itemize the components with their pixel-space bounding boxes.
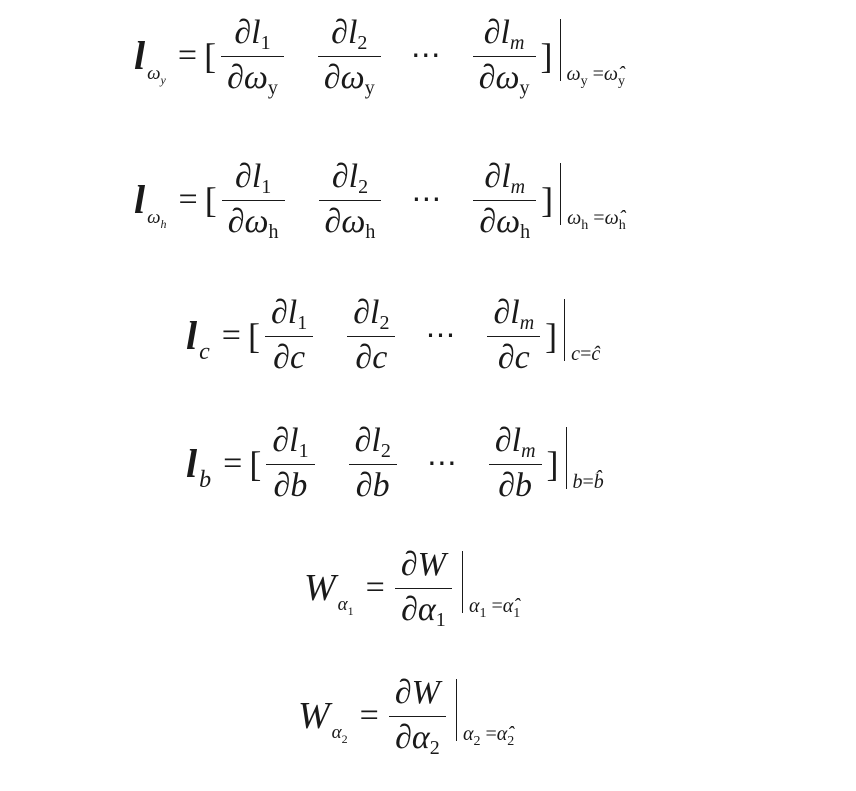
lhs-subscript: b xyxy=(199,466,212,493)
fraction-dl1: $\frac{\partial l1}{\partial c}$ xyxy=(265,296,313,375)
fraction-dl1: $\frac{\partial l1}{\partial\omega h}$ xyxy=(222,160,285,239)
fraction-dl1: $\frac{\partial l1}{\partial\omega y}$ xyxy=(221,16,284,95)
evaluation-point: b=b̂ xyxy=(572,470,604,493)
equals-sign: = xyxy=(221,316,241,354)
evaluation-point: c=ĉ xyxy=(571,342,601,365)
equals-sign: = xyxy=(177,36,198,74)
fraction-dl2: $\frac{\partial l2}{\partial\omega y}$ xyxy=(318,16,381,95)
close-bracket: ] xyxy=(545,315,558,356)
lhs-subscript: $\omega_h$ xyxy=(147,206,167,231)
lhs xyxy=(304,566,354,618)
equation-l-omega-y xyxy=(134,14,626,99)
evaluation-point: $\omega_h$ $=\omegâ_h$ xyxy=(567,206,626,233)
lhs xyxy=(134,32,166,87)
equation-w-alpha2 xyxy=(298,674,515,759)
equation-l-c xyxy=(186,296,600,375)
evaluation-point: $\alpha_2$ $=\alphâ_2$ xyxy=(462,722,515,749)
fraction-dw-dalpha1: $\frac{\partial W}{\partial\alpha 1}$ xyxy=(395,548,452,627)
equals-sign: = xyxy=(359,696,379,734)
close-bracket: ] xyxy=(546,443,559,484)
fraction-dlm: $\frac{\partial lm}{\partial c}$ xyxy=(487,296,540,375)
evaluation-bar xyxy=(462,551,463,613)
equation-w-alpha1 xyxy=(304,546,521,631)
fraction-dl1: $\frac{\partial l1}{\partial b}$ xyxy=(266,424,314,503)
lhs xyxy=(186,440,212,493)
close-bracket: ] xyxy=(540,35,553,76)
open-bracket: [ xyxy=(247,315,260,356)
lhs-subscript: $\omega_y$ xyxy=(147,62,166,87)
equals-sign: = xyxy=(365,568,385,606)
close-bracket: ] xyxy=(541,179,554,220)
equals-sign: = xyxy=(223,444,243,482)
lhs-symbol: W xyxy=(304,566,336,609)
equation-l-omega-h xyxy=(134,158,626,243)
lhs-symbol: l xyxy=(134,32,146,78)
lhs-symbol: l xyxy=(134,176,146,222)
evaluation-point: $\alpha_1$ $=\alphâ_1$ xyxy=(468,594,521,621)
lhs xyxy=(134,176,167,231)
lhs-subscript: c xyxy=(199,338,210,365)
evaluation-bar xyxy=(566,427,567,489)
equation-l-b xyxy=(186,424,604,503)
lhs-subscript: $\alpha_2$ xyxy=(331,721,348,746)
lhs xyxy=(186,312,210,365)
lhs-symbol: l xyxy=(186,312,198,358)
lhs xyxy=(298,694,348,746)
lhs-symbol: W xyxy=(298,694,330,737)
evaluation-bar xyxy=(456,679,457,741)
fraction-dl2: $\frac{\partial l2}{\partial\omega h}$ xyxy=(319,160,382,239)
evaluation-bar xyxy=(560,19,561,81)
ellipsis: ⋯ xyxy=(410,38,443,72)
fraction-dlm: $\frac{\partial lm}{\partial\omega y}$ xyxy=(473,16,536,95)
fraction-dlm: $\frac{\partial lm}{\partial\omega h}$ xyxy=(473,160,536,239)
evaluation-bar xyxy=(564,299,565,361)
fraction-dl2: $\frac{\partial l2}{\partial c}$ xyxy=(347,296,395,375)
equals-sign: = xyxy=(178,180,198,218)
open-bracket: [ xyxy=(204,179,217,220)
fraction-dl2: $\frac{\partial l2}{\partial b}$ xyxy=(349,424,397,503)
ellipsis: ⋯ xyxy=(426,446,459,480)
fraction-dlm: $\frac{\partial lm}{\partial b}$ xyxy=(489,424,542,503)
fraction-dw-dalpha2: $\frac{\partial W}{\partial\alpha 2}$ xyxy=(389,676,446,755)
evaluation-bar xyxy=(560,163,561,225)
ellipsis: ⋯ xyxy=(411,182,444,216)
lhs-symbol: l xyxy=(186,440,198,486)
ellipsis: ⋯ xyxy=(425,318,458,352)
open-bracket: [ xyxy=(249,443,262,484)
evaluation-point: $\omega_y$ $=\omegâ_y$ xyxy=(566,62,626,89)
open-bracket: [ xyxy=(204,35,217,76)
lhs-subscript: $\alpha_1$ xyxy=(337,593,354,618)
